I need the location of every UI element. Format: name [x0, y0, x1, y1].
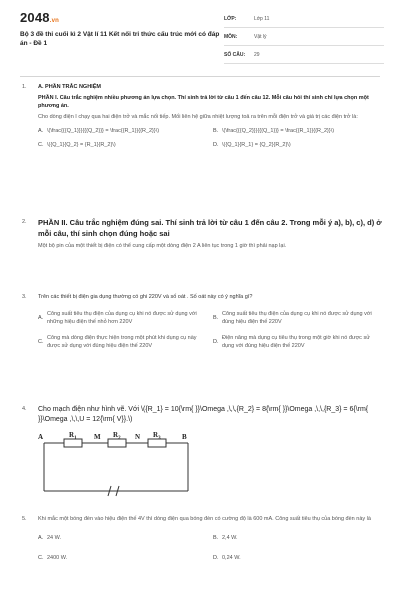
question-text: Một bộ pin của một thiết bị điện có thể cung cấp một dòng điện 2 A liên tục trong 1 giờ thì phải nạp lại.: [38, 243, 287, 249]
question-number: 4.: [22, 406, 27, 412]
resistor-r2: [108, 439, 126, 447]
part-instruction: PHẦN I. Câu trắc nghiệm nhiều phương án lựa chọn. Thí sinh trả lời từ câu 1 đến câu 12. Mỗi câu hỏi thí sinh chỉ lựa chọn một phương án.: [38, 94, 369, 109]
option-c[interactable]: [38, 141, 207, 150]
option-b[interactable]: [213, 534, 382, 543]
resistor-r1: [64, 439, 82, 447]
meta-row-count: [224, 46, 384, 64]
option-b[interactable]: [213, 310, 382, 327]
question-text: Cho dòng điện I chạy qua hai điện trở và mắc nối tiếp. Mối liên hệ giữa nhiệt lượng toả ra trên mỗi điện trở và giá trị các điện trở là:: [38, 113, 358, 120]
resistor-r3: [148, 439, 166, 447]
option-label: B.: [213, 314, 219, 321]
question-text: Khi mắc một bóng đèn vào hiệu điện thế 4V thì dòng điện qua bóng đèn có cường độ là 600 mA. Công suất tiêu thụ của bóng đèn này là: [38, 516, 371, 522]
question-text: Cho mạch điện như hình vẽ. Với \({R_1} = 10{\rm{ }}\Omega ,\,\,{R_2} = 8{\rm{ }}\Omega ,\,\,{R_3} = 6{\rm{ }}\Omega ,\,\,U = 12{\rm{ V}}.\): [38, 406, 369, 423]
option-c[interactable]: [38, 334, 207, 351]
option-label: C.: [38, 141, 44, 148]
resistor-label-sub: 2: [118, 436, 121, 441]
page-header: [0, 0, 400, 72]
option-text: 24 W.: [47, 534, 62, 541]
logo-main: 2048: [20, 10, 50, 25]
meta-row-subject: [224, 28, 384, 46]
option-text: \(\frac{{{Q_2}}}{{{Q_1}}} = \frac{{R_1}}{{R_2}}\): [222, 128, 335, 134]
resistor-label-main: R: [113, 431, 119, 439]
question-4: [22, 405, 382, 509]
logo-suffix: .vn: [49, 18, 60, 24]
option-label: A.: [38, 534, 44, 541]
option-label: B.: [213, 534, 219, 541]
option-c[interactable]: [38, 554, 207, 563]
node-label-b: B: [182, 433, 187, 441]
section-heading: A. PHẦN TRẮC NGHIỆM: [38, 84, 101, 90]
resistor-label-main: R: [153, 431, 159, 439]
answer-options: [38, 534, 382, 563]
option-text: 2,4 W.: [222, 534, 238, 541]
option-label: D.: [213, 338, 219, 345]
question-text: Trên các thiết bị điện gia dụng thường có ghi 220V và số oát . Số oát này có ý nghĩa gì?: [38, 294, 253, 300]
header-divider: [20, 76, 380, 77]
option-d[interactable]: [213, 554, 382, 563]
meta-table: [224, 10, 384, 64]
option-d[interactable]: [213, 334, 382, 351]
part-heading: PHẦN II. Câu trắc nghiệm đúng sai. Thí sinh trả lời từ câu 1 đến câu 2. Trong mỗi ý a), b), c), d) ở mỗi câu, thí sinh chọn đúng hoặc sai: [38, 218, 382, 238]
answer-options: [38, 127, 382, 149]
node-label-m: M: [94, 433, 101, 441]
option-label: C.: [38, 338, 44, 345]
option-label: C.: [38, 555, 44, 561]
site-logo[interactable]: [20, 10, 59, 25]
meta-key: LỚP:: [224, 15, 237, 22]
option-label: B.: [213, 128, 219, 134]
meta-value: Lớp 11: [254, 15, 270, 22]
question-number: 1.: [22, 84, 27, 90]
meta-key: MÔN:: [224, 33, 238, 40]
option-text: Công mà dòng điện thực hiện trong một phút khi dụng cụ này được sử dụng với đúng hiệu điện thế 220V: [47, 334, 197, 349]
option-text: \({Q_1}{R_1} = {Q_2}{R_2}\): [222, 141, 291, 148]
node-label-a: A: [38, 433, 44, 441]
circuit-diagram: [38, 427, 288, 505]
option-text: \(\frac{{{Q_1}}}{{{Q_2}}} = \frac{{R_1}}{{R_2}}\): [47, 128, 160, 134]
resistor-label-sub: 1: [74, 436, 77, 441]
option-a[interactable]: [38, 310, 207, 327]
page-title: Bộ 3 đề thi cuối kì 2 Vật lí 11 Kết nối tri thức cấu trúc mới có đáp án - Đề 1: [20, 31, 220, 47]
option-text: \({Q_1}{Q_2} = {R_1}{R_2}\): [47, 141, 116, 148]
meta-value: Vật lý: [254, 33, 267, 40]
question-1: [22, 83, 382, 149]
option-text: 0,24 W.: [222, 555, 241, 561]
option-label: D.: [213, 555, 219, 561]
option-text: Điện năng mà dụng cụ tiêu thụ trong một giờ khi nó được sử dụng với đúng hiệu điện thế 220V: [222, 334, 370, 349]
question-2: [22, 218, 382, 251]
question-5: [22, 515, 382, 563]
node-label-n: N: [135, 433, 141, 441]
option-text: Công suất tiêu thụ điện của dụng cụ khi nó được sử dụng với đúng hiệu điện thế 220V: [222, 310, 372, 325]
resistor-label-sub: 3: [158, 436, 161, 441]
question-3: [22, 293, 382, 351]
option-b[interactable]: [213, 127, 382, 136]
meta-row-class: [224, 10, 384, 28]
option-label: A.: [38, 314, 44, 321]
option-a[interactable]: [38, 127, 207, 136]
option-text: 2400 W.: [47, 555, 68, 561]
question-number: 2.: [22, 219, 27, 225]
option-d[interactable]: [213, 141, 382, 150]
question-number: 5.: [22, 516, 27, 522]
answer-options: [38, 310, 382, 351]
resistor-label-main: R: [69, 431, 75, 439]
question-number: 3.: [22, 294, 27, 300]
meta-key: SỐ CÂU:: [224, 51, 246, 58]
option-a[interactable]: [38, 534, 207, 543]
meta-value: 29: [254, 51, 260, 58]
option-label: A.: [38, 128, 44, 134]
option-text: Công suất tiêu thụ điện của dụng cụ khi nó được sử dụng với những hiệu điện thế nhỏ hơn 220V: [47, 310, 197, 325]
option-label: D.: [213, 141, 219, 148]
